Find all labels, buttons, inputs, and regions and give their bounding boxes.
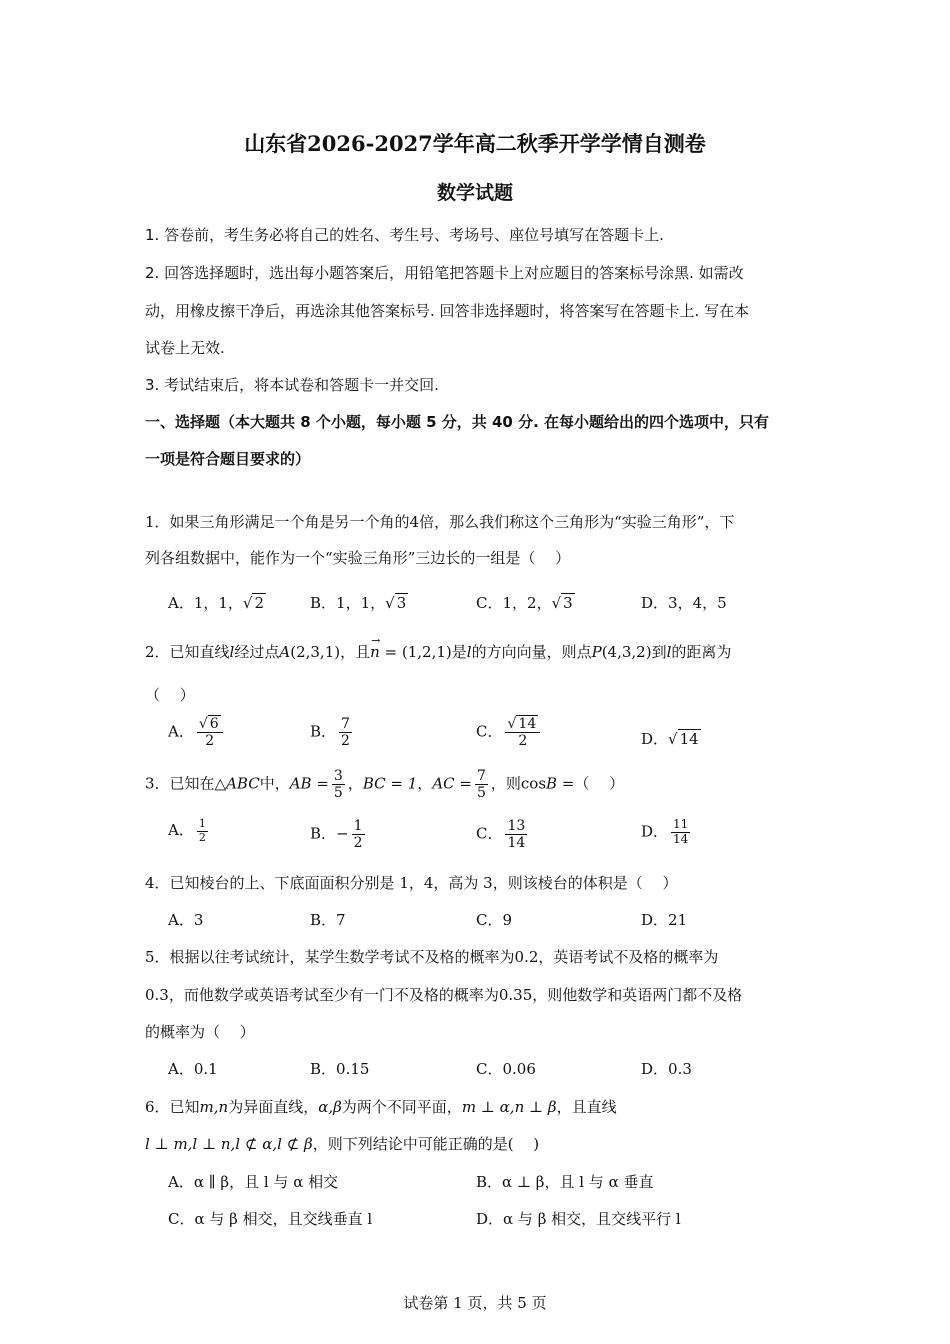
sqrt-symbol: √ 3 xyxy=(385,594,407,612)
question-1-line: 列各组数据中，能作为一个“实验三角形”三边长的一组是（ ） xyxy=(145,549,571,567)
q5-option-c: C．0.06 xyxy=(476,1060,536,1078)
q1-option-b: B．1，1，√ 3 xyxy=(310,594,407,612)
q1-option-a: A．1，1，√ 2 xyxy=(168,594,265,612)
q3-option-b: B．− $\frac{1}{2}$ xyxy=(310,818,363,852)
instruction-line: 试卷上无效. xyxy=(145,339,225,357)
q4-option-c: C．9 xyxy=(476,911,513,929)
sqrt-symbol: √ 3 xyxy=(551,594,573,612)
sqrt-symbol: √ 14 xyxy=(668,730,699,748)
instruction-line: 1. 答卷前，考生务必将自己的姓名、考生号、考场号、座位号填写在答题卡上. xyxy=(145,226,664,244)
q2-option-a: A． $\frac{√ 6}{2}$ xyxy=(168,716,226,749)
question-5-line: 5．根据以往考试统计，某学生数学考试不及格的概率为0.2，英语考试不及格的概率为 xyxy=(145,948,719,966)
q4-option-d: D．21 xyxy=(641,911,688,929)
q1-option-c: C．1，2，√ 3 xyxy=(476,594,573,612)
q2-option-c: C． $\frac{√ 14}{2}$ xyxy=(476,716,543,749)
q6-option-c: C．α 与 β 相交，且交线垂直 l xyxy=(168,1210,373,1228)
question-5-line: 的概率为（ ） xyxy=(145,1023,255,1041)
vector-n: n → xyxy=(370,634,381,661)
section-heading: 一、选择题（本大题共 8 个小题，每小题 5 分，共 40 分. 在每小题给出的四个选项中，只有 xyxy=(145,413,770,431)
page-footer: 试卷第 1 页，共 5 页 xyxy=(403,1294,547,1312)
question-2-line: 2．已知直线l经过点A(2,3,1)，且n → = (1,2,1)是l的方向向量，则点P(4,3,2)到l的距离为 xyxy=(145,634,732,661)
question-2-line: （ ） xyxy=(145,686,195,704)
q3-option-d: D． $\frac{11}{14}$ xyxy=(641,817,689,846)
question-3-line: 3．已知在△ABC中，AB = $\frac{3}{5}$ ，BC = 1，AC = $\frac{7}{5}$ ，则cosB =（ ） xyxy=(145,768,625,802)
exam-title: 山东省2026-2027学年高二秋季开学学情自测卷 xyxy=(244,131,706,156)
sqrt-symbol: √ 2 xyxy=(242,594,265,612)
q2-option-d: D．√ 14 xyxy=(641,730,699,748)
q6-option-b: B．α ⊥ β，且 l 与 α 垂直 xyxy=(476,1173,654,1191)
q3-option-a: A． $\frac{1}{2}$ xyxy=(168,817,206,844)
section-heading: 一项是符合题目要求的） xyxy=(145,450,311,468)
question-6-line: 6．已知m,n为异面直线，α,β为两个不同平面，m ⊥ α,n ⊥ β，且直线 xyxy=(145,1098,617,1116)
question-4-line: 4．已知棱台的上、下底面面积分别是 1，4，高为 3，则该棱台的体积是（ ） xyxy=(145,874,678,892)
q2-option-b: B． $\frac{7}{2}$ xyxy=(310,716,350,750)
question-6-line: l ⊥ m,l ⊥ n,l ⊄ α,l ⊄ β，则下列结论中可能正确的是( ) xyxy=(145,1135,540,1153)
q1-option-d: D．3，4，5 xyxy=(641,594,727,612)
exam-subtitle: 数学试题 xyxy=(436,182,513,204)
instruction-line: 2. 回答选择题时，选出每小题答案后，用铅笔把答题卡上对应题目的答案标号涂黑. 如需改 xyxy=(145,264,744,282)
q3-option-c: C． $\frac{13}{14}$ xyxy=(476,818,526,852)
q5-option-a: A．0.1 xyxy=(168,1060,218,1078)
q6-option-d: D．α 与 β 相交，且交线平行 l xyxy=(476,1210,681,1228)
instruction-line: 3. 考试结束后，将本试卷和答题卡一并交回. xyxy=(145,376,439,394)
q5-option-d: D．0.3 xyxy=(641,1060,692,1078)
instruction-line: 动，用橡皮擦干净后，再选涂其他答案标号. 回答非选择题时，将答案写在答题卡上. 写在本 xyxy=(145,302,750,320)
q4-option-a: A．3 xyxy=(168,911,204,929)
q5-option-b: B．0.15 xyxy=(310,1060,370,1078)
q4-option-b: B．7 xyxy=(310,911,346,929)
question-5-line: 0.3，而他数学或英语考试至少有一门不及格的概率为0.35，则他数学和英语两门都不及格 xyxy=(145,986,743,1004)
question-1-line: 1．如果三角形满足一个角是另一个角的4倍，那么我们称这个三角形为“实验三角形”，下 xyxy=(145,513,735,531)
q6-option-a: A．α ∥ β，且 l 与 α 相交 xyxy=(168,1173,339,1191)
